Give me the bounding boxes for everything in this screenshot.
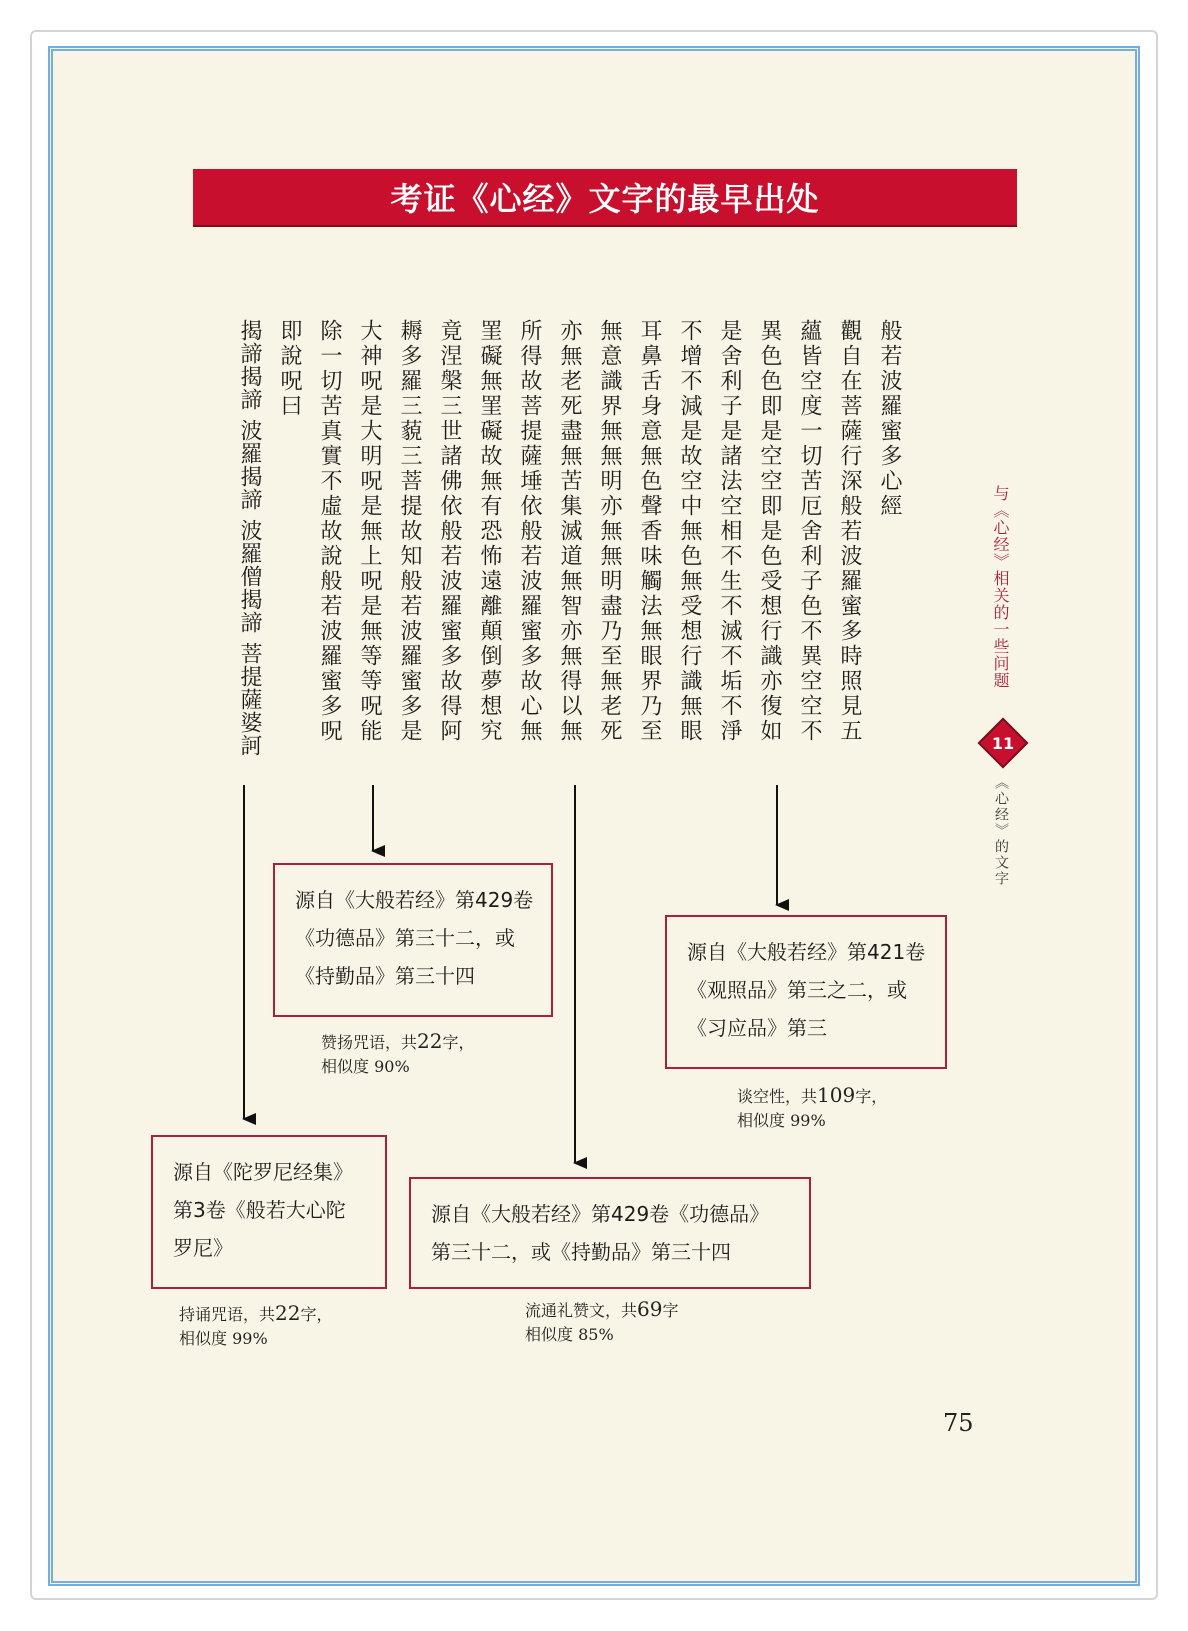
- sutra-column-3: 蘊皆空度一切苦厄舍利子色不異空空不: [797, 319, 822, 744]
- sutra-column-2: 觀自在菩薩行深般若波羅蜜多時照見五: [837, 319, 862, 744]
- sutra-column-8: 無意識界無無明亦無無明盡乃至無老死: [597, 319, 622, 744]
- source-line: 源自《大般若经》第429卷《功德品》: [431, 1202, 770, 1226]
- chapter-subtitle-vertical: 《心经》的文字: [993, 775, 1009, 887]
- source-line: 源自《大般若经》第421卷: [687, 940, 926, 964]
- source-note-3: 持诵咒语，共22字， 相似度 99%: [179, 1301, 333, 1348]
- source-line: 《观照品》第三之二，或: [687, 978, 907, 1002]
- source-note-2: 谈空性，共109字， 相似度 99%: [737, 1083, 888, 1130]
- source-line: 罗尼》: [173, 1236, 233, 1260]
- chapter-number: 11: [991, 733, 1015, 753]
- source-line: 第3卷《般若大心陀: [173, 1198, 346, 1222]
- source-box-dapanruo-429-b: [409, 1177, 811, 1289]
- sutra-column-12: 竟涅槃三世諸佛依般若波羅蜜多故得阿: [437, 319, 462, 744]
- source-note-1: 赞扬咒语，共22字， 相似度 90%: [321, 1029, 475, 1076]
- page-number: 75: [943, 1409, 974, 1437]
- sutra-column-5: 是舍利子是諸法空相不生不滅不垢不淨: [717, 319, 742, 744]
- sutra-column-9: 亦無老死盡無苦集滅道無智亦無得以無: [557, 319, 582, 744]
- source-note-4: 流通礼赞文，共69字 相似度 85%: [525, 1297, 679, 1344]
- page-title: 考证《心经》文字的最早出处: [390, 180, 820, 218]
- sutra-column-13: 耨多羅三藐三菩提故知般若波羅蜜多是: [397, 319, 422, 744]
- source-line: 源自《大般若经》第429卷: [295, 888, 534, 912]
- sutra-column-17: 揭諦揭諦 波羅揭諦 波羅僧揭諦 菩提薩婆訶: [237, 319, 262, 757]
- sutra-column-7: 耳鼻舌身意無色聲香味觸法無眼界乃至: [637, 319, 662, 744]
- sutra-column-6: 不增不減是故空中無色無受想行識無眼: [677, 319, 702, 744]
- flow-arrows: [53, 51, 1135, 1581]
- sutra-column-11: 罣礙無罣礙故無有恐怖遠離顛倒夢想究: [477, 319, 502, 744]
- source-line: 第三十二，或《持勤品》第三十四: [431, 1240, 731, 1264]
- source-box-dapanruo-429-a: [273, 863, 553, 1017]
- source-line: 《持勤品》第三十四: [295, 964, 475, 988]
- sutra-column-4: 異色色即是空空即是色受想行識亦復如: [757, 319, 782, 744]
- source-box-dapanruo-421: [665, 915, 947, 1069]
- source-line: 《功德品》第三十二，或: [295, 926, 515, 950]
- source-box-tuoluoni: [151, 1135, 387, 1289]
- sutra-column-1: 般若波羅蜜多心經: [877, 319, 902, 519]
- sutra-column-14: 大神呪是大明呪是無上呪是無等等呪能: [357, 319, 382, 744]
- sutra-column-10: 所得故菩提薩埵依般若波羅蜜多故心無: [517, 319, 542, 744]
- source-line: 《习应品》第三: [687, 1016, 827, 1040]
- book-page: [48, 46, 1140, 1586]
- section-title-vertical: 与《心经》相关的一些问题: [991, 485, 1010, 689]
- sutra-column-16: 即說呪曰: [277, 319, 302, 419]
- sutra-column-15: 除一切苦真實不虛故說般若波羅蜜多呪: [317, 319, 342, 744]
- source-line: 源自《陀罗尼经集》: [173, 1160, 353, 1184]
